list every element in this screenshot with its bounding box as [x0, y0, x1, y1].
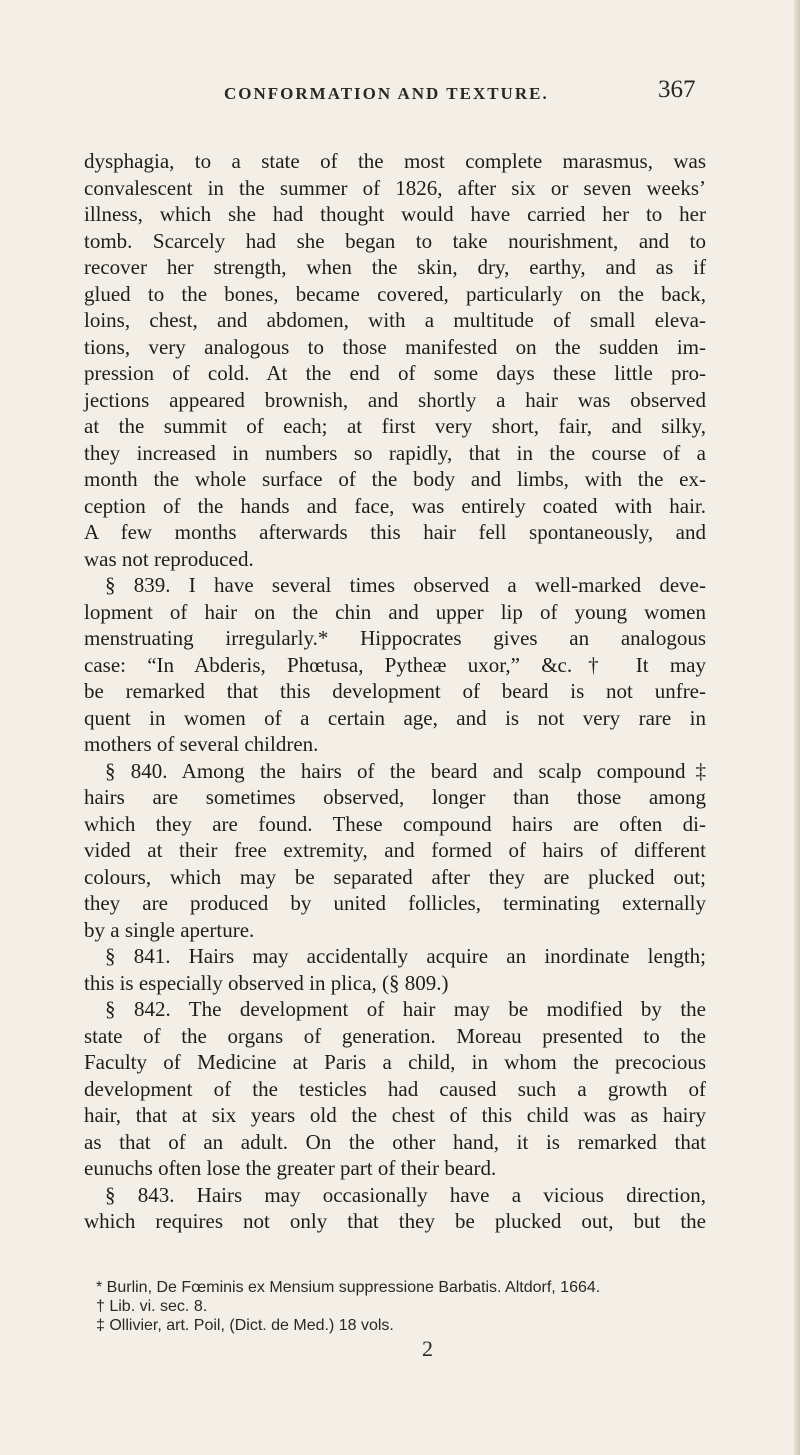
body-line: colours, which may be separated after they are plucked out; — [84, 864, 706, 889]
body-line: Faculty of Medicine at Paris a child, in whom the precocious — [84, 1050, 706, 1074]
body-line: A few months afterwards this hair fell spontaneously, and — [84, 520, 706, 544]
body-line: vided at their free extremity, and formed of hairs of different — [84, 838, 706, 862]
body-line: eunuchs often lose the greater part of their beard. — [84, 1156, 497, 1180]
body-line: jections appeared brownish, and shortly a hair was observed — [84, 387, 706, 412]
body-line: convalescent in the summer of 1826, after six or seven weeks’ — [84, 175, 706, 200]
body-line: recover her strength, when the skin, dry, earthy, and as if — [84, 255, 706, 279]
body-line: they increased in numbers so rapidly, that in the course of a — [84, 440, 706, 465]
body-line: was not reproduced. — [84, 546, 254, 571]
running-head: CONFORMATION AND TEXTURE. — [224, 84, 549, 103]
body-line: which they are found. These compound hairs are often di- — [84, 811, 706, 836]
body-line: ception of the hands and face, was entirely coated with hair. — [84, 493, 706, 518]
footnote: ‡ Ollivier, art. Poil, (Dict. de Med.) 18 vols. — [96, 1317, 394, 1334]
section-841-line: § 841. Hairs may accidentally acquire an inordinate length; — [105, 944, 706, 968]
body-line: quent in women of a certain age, and is not very rare in — [84, 705, 706, 730]
body-line: dysphagia, to a state of the most complete marasmus, was — [84, 149, 706, 173]
body-line: pression of cold. At the end of some days these little pro- — [84, 361, 706, 385]
body-line: lopment of hair on the chin and upper lip of young women — [84, 599, 706, 624]
body-line: state of the organs of generation. Moreau presented to the — [84, 1023, 706, 1048]
body-line: be remarked that this development of beard is not unfre- — [84, 679, 706, 703]
body-line: menstruating irregularly.* Hippocrates gives an analogous — [84, 626, 706, 650]
body-line: illness, which she had thought would have carried her to her — [84, 202, 706, 226]
body-line: glued to the bones, became covered, particularly on the back, — [84, 281, 706, 306]
body-line: loins, chest, and abdomen, with a multitude of small eleva- — [84, 308, 706, 332]
page-number: 367 — [658, 76, 696, 103]
footnotes — [96, 1278, 736, 1335]
body-text — [84, 148, 706, 1235]
body-line: by a single aperture. — [84, 917, 255, 942]
section-840-line: § 840. Among the hairs of the beard and scalp compound‡ — [105, 758, 706, 783]
body-line: case: “In Abderis, Phœtusa, Pytheæ uxor,” &c.† It may — [84, 652, 706, 677]
body-line: development of the testicles had caused such a growth of — [84, 1076, 706, 1101]
body-line: as that of an adult. On the other hand, it is remarked that — [84, 1129, 706, 1154]
body-line: this is especially observed in plica, (§ 809.) — [84, 970, 449, 995]
page-header — [0, 76, 800, 116]
page-edge — [794, 0, 800, 1455]
body-line: tions, very analogous to those manifested on the sudden im- — [84, 334, 706, 359]
body-line: hair, that at six years old the chest of this child was as hairy — [84, 1103, 706, 1127]
body-line: month the whole surface of the body and limbs, with the ex- — [84, 467, 706, 491]
body-line: at the summit of each; at first very short, fair, and silky, — [84, 414, 706, 438]
body-line: mothers of several children. — [84, 732, 319, 756]
body-line: tomb. Scarcely had she began to take nourishment, and to — [84, 228, 706, 253]
body-line: hairs are sometimes observed, longer than those among — [84, 785, 706, 809]
body-line: they are produced by united follicles, terminating externally — [84, 891, 706, 915]
section-842-line: § 842. The development of hair may be modified by the — [105, 997, 706, 1021]
footnote: * Burlin, De Fœminis ex Mensium suppressione Barbatis. Altdorf, 1664. — [96, 1279, 601, 1296]
signature-mark: 2 — [422, 1336, 433, 1361]
footnote: † Lib. vi. sec. 8. — [96, 1298, 208, 1315]
section-843-line: § 843. Hairs may occasionally have a vicious direction, — [105, 1182, 706, 1207]
body-line: which requires not only that they be plucked out, but the — [84, 1209, 706, 1233]
section-839-line: § 839. I have several times observed a well-marked deve- — [105, 573, 706, 597]
